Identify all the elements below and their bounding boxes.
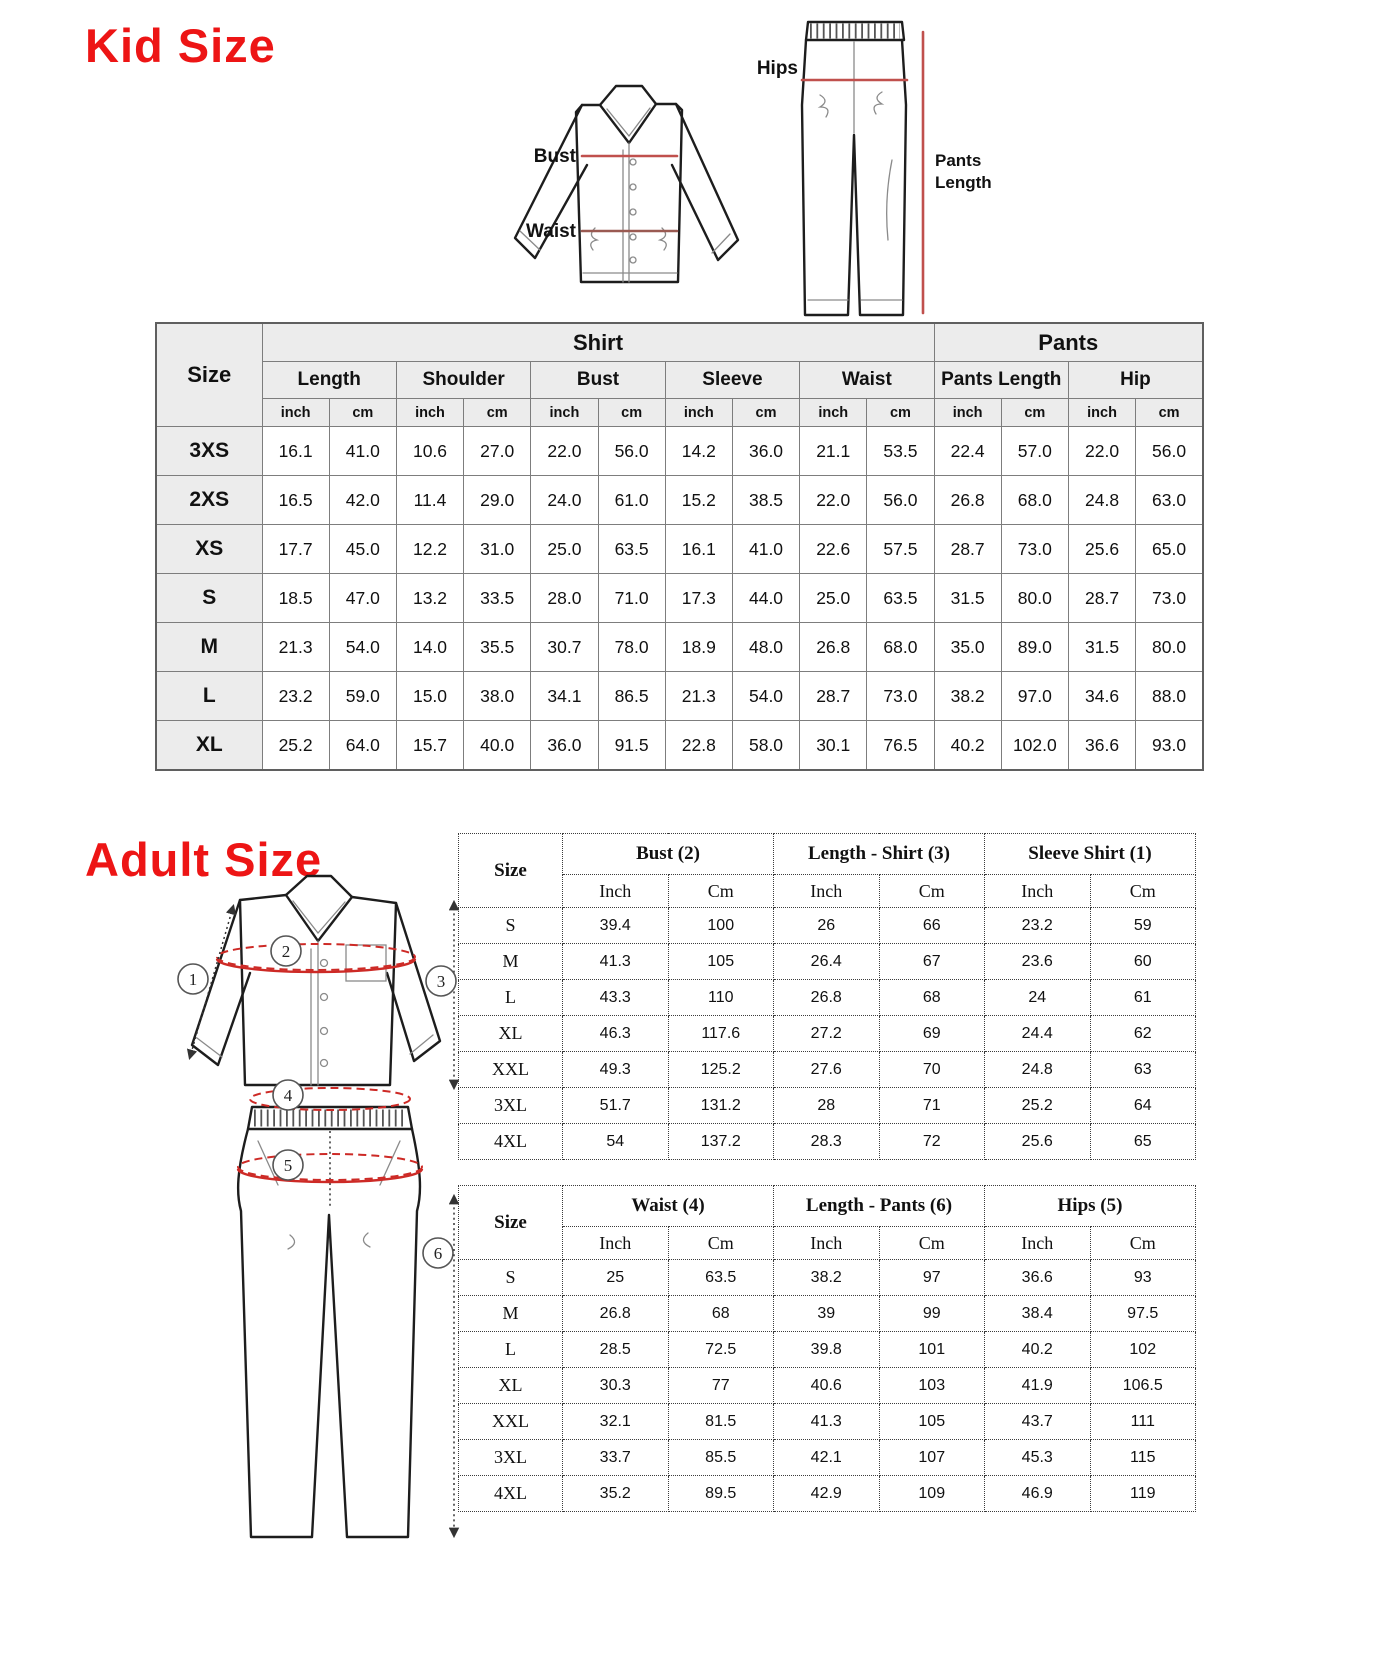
kid-table-unit-header-row (156, 399, 1203, 427)
kid-shirt-drawing (515, 86, 738, 282)
measurement-value: 23.2 (985, 908, 1091, 944)
size-label: XL (156, 721, 262, 771)
measurement-value: 36.6 (1068, 721, 1135, 771)
measurement-value: 88.0 (1136, 672, 1203, 721)
table-row (459, 980, 1196, 1016)
measurement-value: 107 (879, 1440, 985, 1476)
table-row (459, 1404, 1196, 1440)
measurement-value: 53.5 (867, 427, 934, 476)
measurement-value: 24.4 (985, 1016, 1091, 1052)
table-row (459, 1088, 1196, 1124)
adult-pants-unit-row (459, 1227, 1196, 1260)
unit-header: cm (329, 399, 396, 427)
kid-table-measure-header-row (156, 362, 1203, 399)
measurement-value: 10.6 (396, 427, 463, 476)
adult-pants-size-header: Size (459, 1186, 563, 1260)
measurement-value: 61 (1090, 980, 1196, 1016)
measurement-value: 36.6 (985, 1260, 1091, 1296)
measurement-value: 57.0 (1001, 427, 1068, 476)
measurement-value: 17.7 (262, 525, 329, 574)
measurement-value: 41.3 (563, 944, 669, 980)
size-label: XXL (459, 1052, 563, 1088)
measurement-value: 40.2 (985, 1332, 1091, 1368)
measurement-value: 54.0 (329, 623, 396, 672)
measurement-value: 60 (1090, 944, 1196, 980)
measurement-value: 26 (774, 908, 880, 944)
measurement-value: 89.5 (668, 1476, 774, 1512)
measurement-value: 45.0 (329, 525, 396, 574)
measurement-value: 25.2 (262, 721, 329, 771)
measurement-value: 72 (879, 1124, 985, 1160)
size-label: S (459, 908, 563, 944)
measurement-value: 33.7 (563, 1440, 669, 1476)
measurement-value: 25.6 (1068, 525, 1135, 574)
measurement-value: 71 (879, 1088, 985, 1124)
size-label: 4XL (459, 1476, 563, 1512)
measurement-value: 26.8 (563, 1296, 669, 1332)
measurement-value: 65 (1090, 1124, 1196, 1160)
measurement-value: 38.2 (774, 1260, 880, 1296)
table-row (156, 623, 1203, 672)
measurement-value: 48.0 (732, 623, 799, 672)
table-row (459, 1016, 1196, 1052)
measurement-value: 64.0 (329, 721, 396, 771)
measurement-value: 68 (879, 980, 985, 1016)
measurement-value: 73.0 (1136, 574, 1203, 623)
measurement-value: 22.4 (934, 427, 1001, 476)
measurement-value: 29.0 (464, 476, 531, 525)
measurement-value: 30.7 (531, 623, 598, 672)
length-shirt-column-header: Length - Shirt (3) (774, 834, 985, 875)
measurement-value: 54 (563, 1124, 669, 1160)
size-label: L (156, 672, 262, 721)
measurement-value: 22.0 (1068, 427, 1135, 476)
unit-header: inch (1068, 399, 1135, 427)
measurement-value: 73.0 (867, 672, 934, 721)
kid-pants-length-label-line2: Length (935, 173, 992, 192)
unit-header: inch (934, 399, 1001, 427)
measurement-value: 56.0 (598, 427, 665, 476)
kid-pants-drawing (757, 22, 992, 315)
measurement-value: 43.3 (563, 980, 669, 1016)
measurement-value: 25.2 (985, 1088, 1091, 1124)
measurement-value: 26.8 (934, 476, 1001, 525)
measurement-value: 49.3 (563, 1052, 669, 1088)
hips-column-header: Hips (5) (985, 1186, 1196, 1227)
measurement-value: 42.9 (774, 1476, 880, 1512)
kid-hips-label: Hips (756, 58, 798, 79)
size-label: 2XS (156, 476, 262, 525)
measurement-value: 41.9 (985, 1368, 1091, 1404)
measurement-value: 68 (668, 1296, 774, 1332)
measurement-value: 110 (668, 980, 774, 1016)
table-row (459, 1368, 1196, 1404)
table-row (156, 672, 1203, 721)
marker-4: 4 (283, 1086, 293, 1105)
kid-waist-header: Waist (800, 362, 934, 399)
measurement-value: 31.5 (1068, 623, 1135, 672)
measurement-value: 73.0 (1001, 525, 1068, 574)
table-row (156, 476, 1203, 525)
measurement-value: 35.5 (464, 623, 531, 672)
marker-5: 5 (283, 1156, 293, 1175)
table-row (459, 1052, 1196, 1088)
measurement-value: 63.0 (1136, 476, 1203, 525)
measurement-value: 102.0 (1001, 721, 1068, 771)
measurement-value: 89.0 (1001, 623, 1068, 672)
size-label: S (459, 1260, 563, 1296)
measurement-value: 35.0 (934, 623, 1001, 672)
measurement-value: 28 (774, 1088, 880, 1124)
adult-shirt-size-table (458, 833, 1196, 1160)
table-row (459, 1332, 1196, 1368)
measurement-value: 76.5 (867, 721, 934, 771)
measurement-value: 28.7 (1068, 574, 1135, 623)
measurement-value: 70 (879, 1052, 985, 1088)
measurement-value: 58.0 (732, 721, 799, 771)
marker-2: 2 (281, 942, 291, 961)
kid-bust-label: Bust (533, 146, 576, 167)
measurement-value: 14.2 (665, 427, 732, 476)
measurement-value: 62 (1090, 1016, 1196, 1052)
measurement-value: 21.1 (800, 427, 867, 476)
unit-header: Cm (879, 875, 985, 908)
adult-garment-diagram (100, 845, 470, 1565)
measurement-value: 68.0 (1001, 476, 1068, 525)
measurement-value: 27.0 (464, 427, 531, 476)
adult-shirt-unit-row (459, 875, 1196, 908)
measurement-value: 102 (1090, 1332, 1196, 1368)
measurement-value: 28.7 (800, 672, 867, 721)
measurement-value: 38.2 (934, 672, 1001, 721)
measurement-value: 35.2 (563, 1476, 669, 1512)
measurement-value: 28.7 (934, 525, 1001, 574)
measurement-value: 33.5 (464, 574, 531, 623)
measurement-value: 30.1 (800, 721, 867, 771)
measurement-value: 40.2 (934, 721, 1001, 771)
measurement-value: 38.0 (464, 672, 531, 721)
measurement-value: 119 (1090, 1476, 1196, 1512)
unit-header: Cm (668, 1227, 774, 1260)
unit-header: cm (732, 399, 799, 427)
measurement-value: 16.5 (262, 476, 329, 525)
measurement-value: 63 (1090, 1052, 1196, 1088)
unit-header: Inch (985, 875, 1091, 908)
measurement-value: 21.3 (665, 672, 732, 721)
marker-3: 3 (436, 972, 446, 991)
measurement-value: 101 (879, 1332, 985, 1368)
adult-shirt-header-row (459, 834, 1196, 875)
measurement-value: 16.1 (262, 427, 329, 476)
measurement-value: 28.5 (563, 1332, 669, 1368)
measurement-value: 66 (879, 908, 985, 944)
measurement-value: 27.2 (774, 1016, 880, 1052)
unit-header: Inch (774, 875, 880, 908)
measurement-value: 41.0 (329, 427, 396, 476)
measurement-value: 64 (1090, 1088, 1196, 1124)
unit-header: cm (1001, 399, 1068, 427)
adult-pants-drawing (238, 1080, 454, 1537)
kid-shirt-group-header: Shirt (262, 323, 934, 362)
measurement-value: 38.5 (732, 476, 799, 525)
measurement-value: 105 (668, 944, 774, 980)
measurement-value: 93 (1090, 1260, 1196, 1296)
unit-header: cm (598, 399, 665, 427)
measurement-value: 25.0 (531, 525, 598, 574)
measurement-value: 51.7 (563, 1088, 669, 1124)
measurement-value: 111 (1090, 1404, 1196, 1440)
marker-6: 6 (433, 1244, 443, 1263)
measurement-value: 31.5 (934, 574, 1001, 623)
kid-size-column-header: Size (156, 323, 262, 427)
measurement-value: 36.0 (531, 721, 598, 771)
unit-header: cm (464, 399, 531, 427)
measurement-value: 24.0 (531, 476, 598, 525)
measurement-value: 25 (563, 1260, 669, 1296)
measurement-value: 34.6 (1068, 672, 1135, 721)
unit-header: cm (1136, 399, 1203, 427)
table-row (459, 1296, 1196, 1332)
adult-size-title: Adult Size (85, 833, 323, 886)
measurement-value: 105 (879, 1404, 985, 1440)
table-row (459, 908, 1196, 944)
measurement-value: 22.0 (800, 476, 867, 525)
measurement-value: 61.0 (598, 476, 665, 525)
measurement-value: 42.0 (329, 476, 396, 525)
measurement-value: 97.5 (1090, 1296, 1196, 1332)
bust-column-header: Bust (2) (563, 834, 774, 875)
unit-header: inch (396, 399, 463, 427)
measurement-value: 13.2 (396, 574, 463, 623)
measurement-value: 63.5 (668, 1260, 774, 1296)
kid-pants-length-label-line1: Pants (935, 151, 982, 170)
measurement-value: 25.6 (985, 1124, 1091, 1160)
measurement-value: 39 (774, 1296, 880, 1332)
measurement-value: 78.0 (598, 623, 665, 672)
table-row (459, 1440, 1196, 1476)
kid-size-title: Kid Size (85, 19, 276, 72)
table-row (156, 427, 1203, 476)
measurement-value: 45.3 (985, 1440, 1091, 1476)
measurement-value: 26.8 (800, 623, 867, 672)
measurement-value: 67 (879, 944, 985, 980)
unit-header: inch (531, 399, 598, 427)
table-row (156, 574, 1203, 623)
waist-column-header: Waist (4) (563, 1186, 774, 1227)
size-label: XS (156, 525, 262, 574)
size-label: 3XL (459, 1440, 563, 1476)
measurement-value: 137.2 (668, 1124, 774, 1160)
measurement-value: 46.9 (985, 1476, 1091, 1512)
measurement-value: 56.0 (867, 476, 934, 525)
measurement-value: 41.3 (774, 1404, 880, 1440)
table-row (459, 944, 1196, 980)
measurement-value: 27.6 (774, 1052, 880, 1088)
measurement-value: 97 (879, 1260, 985, 1296)
size-label: L (459, 980, 563, 1016)
kid-size-table (155, 322, 1204, 771)
measurement-value: 26.8 (774, 980, 880, 1016)
measurement-value: 117.6 (668, 1016, 774, 1052)
measurement-value: 32.1 (563, 1404, 669, 1440)
measurement-value: 24.8 (1068, 476, 1135, 525)
unit-header: Cm (1090, 875, 1196, 908)
kid-pants-group-header: Pants (934, 323, 1203, 362)
kid-hip-header: Hip (1068, 362, 1203, 399)
measurement-value: 109 (879, 1476, 985, 1512)
measurement-value: 99 (879, 1296, 985, 1332)
size-label: 4XL (459, 1124, 563, 1160)
measurement-value: 23.2 (262, 672, 329, 721)
unit-header: Cm (879, 1227, 985, 1260)
measurement-value: 57.5 (867, 525, 934, 574)
measurement-value: 59.0 (329, 672, 396, 721)
unit-header: Inch (563, 1227, 669, 1260)
size-label: XL (459, 1368, 563, 1404)
kid-length-header: Length (262, 362, 396, 399)
measurement-value: 43.7 (985, 1404, 1091, 1440)
measurement-value: 54.0 (732, 672, 799, 721)
measurement-value: 16.1 (665, 525, 732, 574)
measurement-value: 12.2 (396, 525, 463, 574)
kid-pants-length-header: Pants Length (934, 362, 1068, 399)
unit-header: Inch (774, 1227, 880, 1260)
measurement-value: 46.3 (563, 1016, 669, 1052)
measurement-value: 63.5 (598, 525, 665, 574)
size-label: S (156, 574, 262, 623)
measurement-value: 39.4 (563, 908, 669, 944)
measurement-value: 17.3 (665, 574, 732, 623)
measurement-value: 47.0 (329, 574, 396, 623)
size-label: L (459, 1332, 563, 1368)
measurement-value: 91.5 (598, 721, 665, 771)
measurement-value: 36.0 (732, 427, 799, 476)
measurement-value: 85.5 (668, 1440, 774, 1476)
size-label: M (459, 1296, 563, 1332)
measurement-value: 65.0 (1136, 525, 1203, 574)
unit-header: cm (867, 399, 934, 427)
measurement-value: 86.5 (598, 672, 665, 721)
kid-shoulder-header: Shoulder (396, 362, 530, 399)
measurement-value: 26.4 (774, 944, 880, 980)
measurement-value: 34.1 (531, 672, 598, 721)
unit-header: inch (262, 399, 329, 427)
size-label: XXL (459, 1404, 563, 1440)
unit-header: Inch (985, 1227, 1091, 1260)
size-label: M (459, 944, 563, 980)
measurement-value: 14.0 (396, 623, 463, 672)
size-label: M (156, 623, 262, 672)
measurement-value: 42.1 (774, 1440, 880, 1476)
marker-1: 1 (188, 970, 198, 989)
measurement-value: 22.0 (531, 427, 598, 476)
measurement-value: 77 (668, 1368, 774, 1404)
size-label: 3XS (156, 427, 262, 476)
measurement-value: 56.0 (1136, 427, 1203, 476)
measurement-value: 100 (668, 908, 774, 944)
table-row (156, 525, 1203, 574)
measurement-value: 22.6 (800, 525, 867, 574)
measurement-value: 24.8 (985, 1052, 1091, 1088)
table-row (459, 1124, 1196, 1160)
measurement-value: 15.2 (665, 476, 732, 525)
measurement-value: 28.3 (774, 1124, 880, 1160)
measurement-value: 93.0 (1136, 721, 1203, 771)
measurement-value: 31.0 (464, 525, 531, 574)
adult-pants-size-table (458, 1185, 1196, 1512)
measurement-value: 103 (879, 1368, 985, 1404)
measurement-value: 40.6 (774, 1368, 880, 1404)
table-row (459, 1260, 1196, 1296)
measurement-value: 18.5 (262, 574, 329, 623)
table-row (156, 721, 1203, 771)
measurement-value: 80.0 (1136, 623, 1203, 672)
measurement-value: 23.6 (985, 944, 1091, 980)
measurement-value: 22.8 (665, 721, 732, 771)
measurement-value: 38.4 (985, 1296, 1091, 1332)
measurement-value: 81.5 (668, 1404, 774, 1440)
unit-header: Inch (563, 875, 669, 908)
measurement-value: 80.0 (1001, 574, 1068, 623)
kid-waist-label: Waist (526, 221, 576, 242)
size-label: 3XL (459, 1088, 563, 1124)
measurement-value: 115 (1090, 1440, 1196, 1476)
kid-table-group-header-row (156, 323, 1203, 362)
measurement-value: 39.8 (774, 1332, 880, 1368)
unit-header: inch (800, 399, 867, 427)
measurement-value: 125.2 (668, 1052, 774, 1088)
measurement-value: 18.9 (665, 623, 732, 672)
unit-header: Cm (668, 875, 774, 908)
kid-garment-diagram (430, 10, 1000, 320)
adult-pants-header-row (459, 1186, 1196, 1227)
kid-sleeve-header: Sleeve (665, 362, 799, 399)
kid-bust-header: Bust (531, 362, 665, 399)
measurement-value: 59 (1090, 908, 1196, 944)
measurement-value: 21.3 (262, 623, 329, 672)
measurement-value: 68.0 (867, 623, 934, 672)
measurement-value: 24 (985, 980, 1091, 1016)
measurement-value: 63.5 (867, 574, 934, 623)
length-pants-column-header: Length - Pants (6) (774, 1186, 985, 1227)
measurement-value: 71.0 (598, 574, 665, 623)
measurement-value: 30.3 (563, 1368, 669, 1404)
unit-header: inch (665, 399, 732, 427)
measurement-value: 28.0 (531, 574, 598, 623)
measurement-value: 44.0 (732, 574, 799, 623)
measurement-value: 15.0 (396, 672, 463, 721)
unit-header: Cm (1090, 1227, 1196, 1260)
measurement-value: 97.0 (1001, 672, 1068, 721)
measurement-value: 106.5 (1090, 1368, 1196, 1404)
adult-shirt-drawing (178, 876, 456, 1087)
measurement-value: 131.2 (668, 1088, 774, 1124)
measurement-value: 11.4 (396, 476, 463, 525)
measurement-value: 15.7 (396, 721, 463, 771)
measurement-value: 72.5 (668, 1332, 774, 1368)
table-row (459, 1476, 1196, 1512)
measurement-value: 41.0 (732, 525, 799, 574)
sleeve-shirt-column-header: Sleeve Shirt (1) (985, 834, 1196, 875)
measurement-value: 69 (879, 1016, 985, 1052)
measurement-value: 40.0 (464, 721, 531, 771)
adult-shirt-size-header: Size (459, 834, 563, 908)
measurement-value: 25.0 (800, 574, 867, 623)
size-label: XL (459, 1016, 563, 1052)
